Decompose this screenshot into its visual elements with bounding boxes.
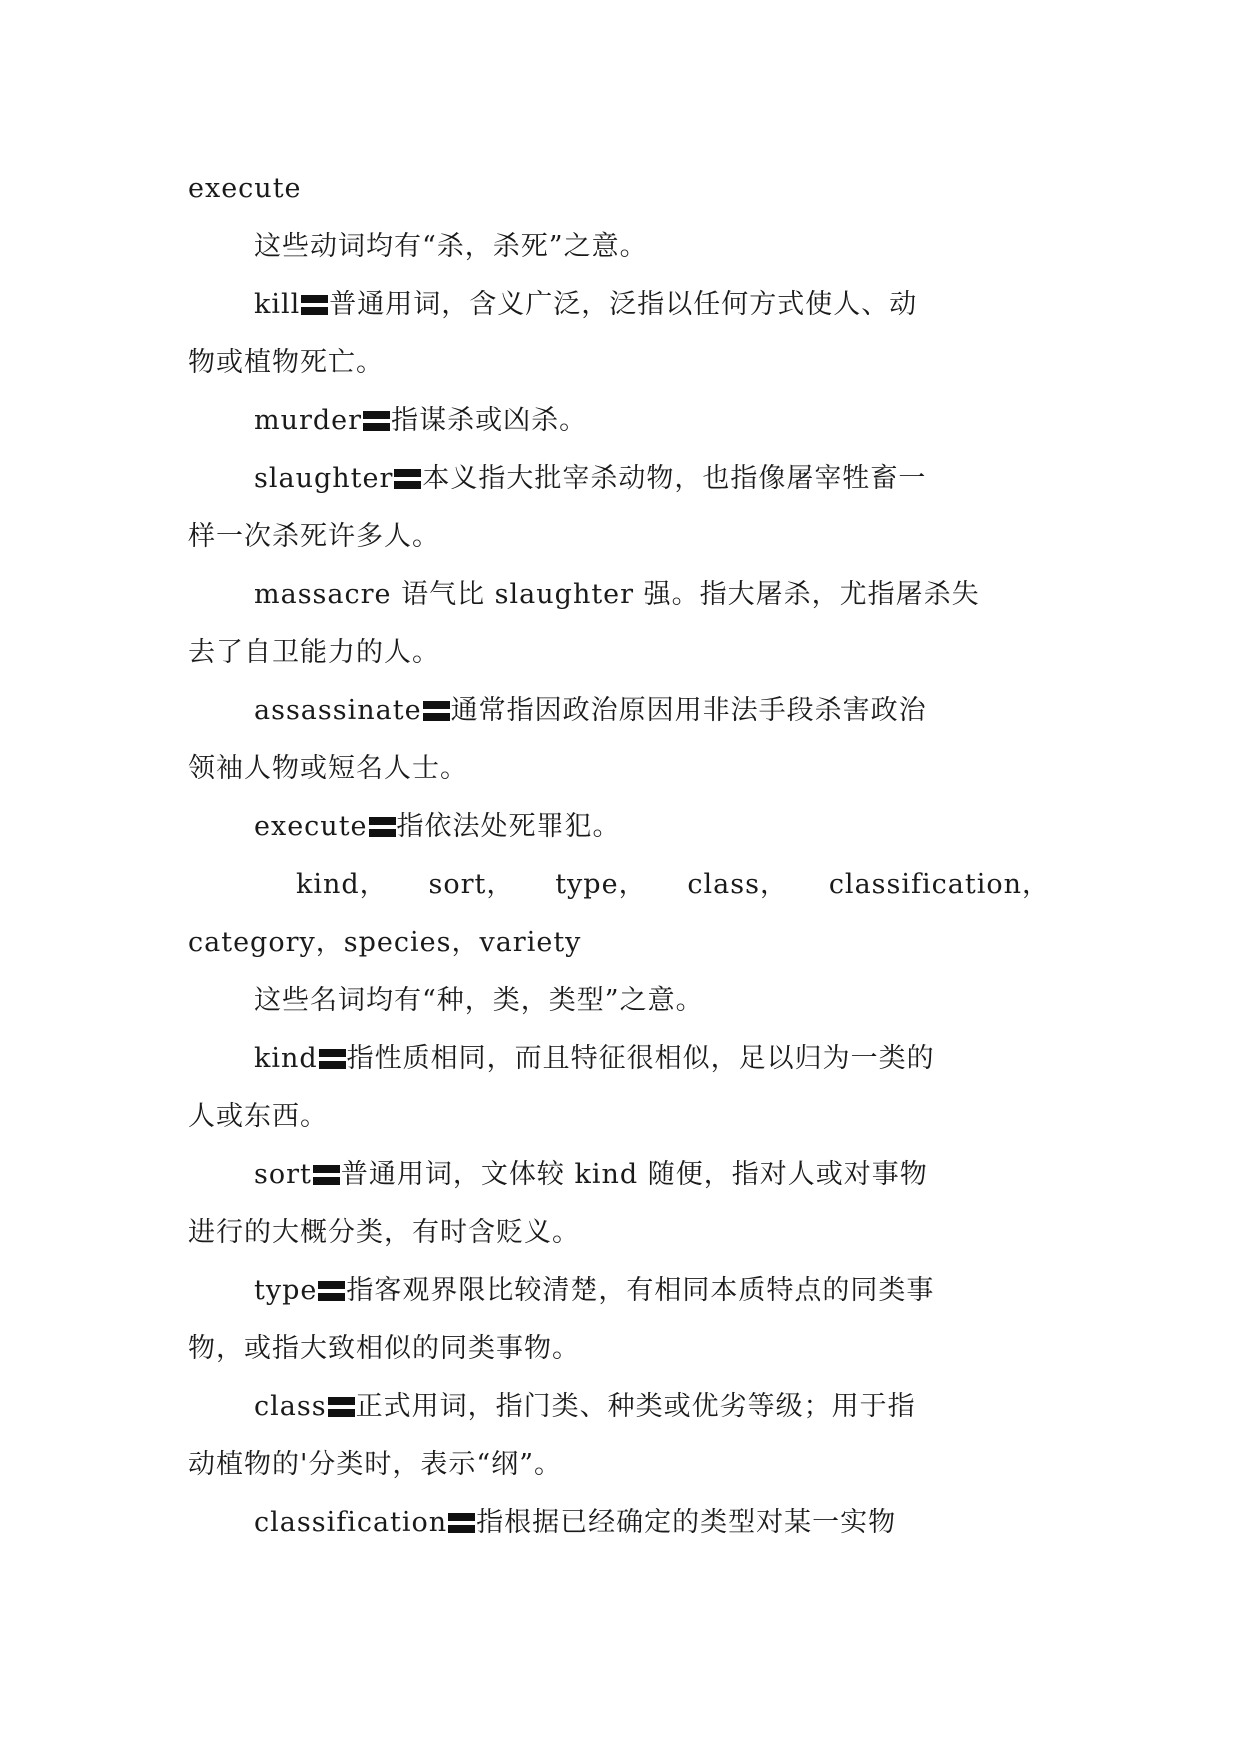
text-line: category，species，variety [188, 927, 582, 958]
text-line: 样一次杀死许多人。 [188, 521, 440, 552]
word-item: class， [687, 869, 788, 900]
text-line: execute [188, 173, 302, 204]
entry-definition: 指依法处死罪犯。 [396, 811, 621, 842]
text-line: 人或东西。 [188, 1101, 328, 1132]
entry-definition: 指性质相同，而且特征很相似，足以归为一类的 [346, 1043, 935, 1074]
entry-type [188, 1262, 1054, 1320]
double-bar-icon [448, 1513, 475, 1533]
entry-definition: 通常指因政治原因用非法手段杀害政治 [450, 695, 927, 726]
double-bar-icon [394, 469, 421, 489]
entry-slaughter [188, 450, 1054, 508]
entry-massacre: massacre 语气比 slaughter 强。指大屠杀，尤指屠杀失 [254, 579, 980, 610]
entry-term: assassinate [254, 695, 422, 726]
entry-murder [188, 392, 1054, 450]
entry-classification [188, 1494, 1054, 1552]
double-bar-icon [301, 295, 328, 315]
heading-word-list [188, 856, 1054, 914]
entry-definition: 普通用词，文体较 kind 随便，指对人或对事物 [340, 1159, 928, 1190]
double-bar-icon [423, 701, 450, 721]
double-bar-icon [328, 1397, 355, 1417]
entry-definition: 指客观界限比较清楚，有相同本质特点的同类事 [346, 1275, 935, 1306]
text-line: 动植物的'分类时，表示“纲”。 [188, 1449, 563, 1480]
text-line: 进行的大概分类，有时含贬义。 [188, 1217, 580, 1248]
word-item: classification， [828, 869, 1050, 900]
entry-term: slaughter [254, 463, 394, 494]
entry-kill [188, 276, 1054, 334]
text-line: 领袖人物或短名人士。 [188, 753, 468, 784]
double-bar-icon [319, 1049, 346, 1069]
text-line: 物，或指大致相似的同类事物。 [188, 1333, 580, 1364]
entry-definition: 正式用词，指门类、种类或优劣等级；用于指 [355, 1391, 916, 1422]
word-item: type， [555, 869, 647, 900]
entry-term: kind [254, 1043, 318, 1074]
double-bar-icon [369, 817, 396, 837]
entry-definition: 指谋杀或凶杀。 [391, 405, 588, 436]
entry-term: classification [254, 1507, 448, 1538]
entry-class [188, 1378, 1054, 1436]
entry-term: execute [254, 811, 368, 842]
double-bar-icon [363, 411, 390, 431]
document-body [188, 160, 1054, 1552]
entry-term: sort [254, 1159, 312, 1190]
entry-term: class [254, 1391, 327, 1422]
entry-definition: 本义指大批宰杀动物，也指像屠宰牲畜一 [422, 463, 927, 494]
entry-kind [188, 1030, 1054, 1088]
entry-term: kill [254, 289, 301, 320]
entry-definition: 普通用词，含义广泛，泛指以任何方式使人、动 [329, 289, 918, 320]
entry-term: type [254, 1275, 318, 1306]
text-line: 去了自卫能力的人。 [188, 637, 440, 668]
entry-assassinate [188, 682, 1054, 740]
paragraph-intro-kill: 这些动词均有“杀，杀死”之意。 [254, 231, 648, 262]
word-item: sort， [428, 869, 515, 900]
paragraph-intro-kind: 这些名词均有“种，类，类型”之意。 [254, 985, 704, 1016]
word-item: kind， [296, 869, 388, 900]
entry-term: murder [254, 405, 363, 436]
text-line: 物或植物死亡。 [188, 347, 384, 378]
double-bar-icon [313, 1165, 340, 1185]
entry-execute [188, 798, 1054, 856]
entry-sort [188, 1146, 1054, 1204]
entry-definition: 指根据已经确定的类型对某一实物 [476, 1507, 897, 1538]
double-bar-icon [318, 1281, 345, 1301]
